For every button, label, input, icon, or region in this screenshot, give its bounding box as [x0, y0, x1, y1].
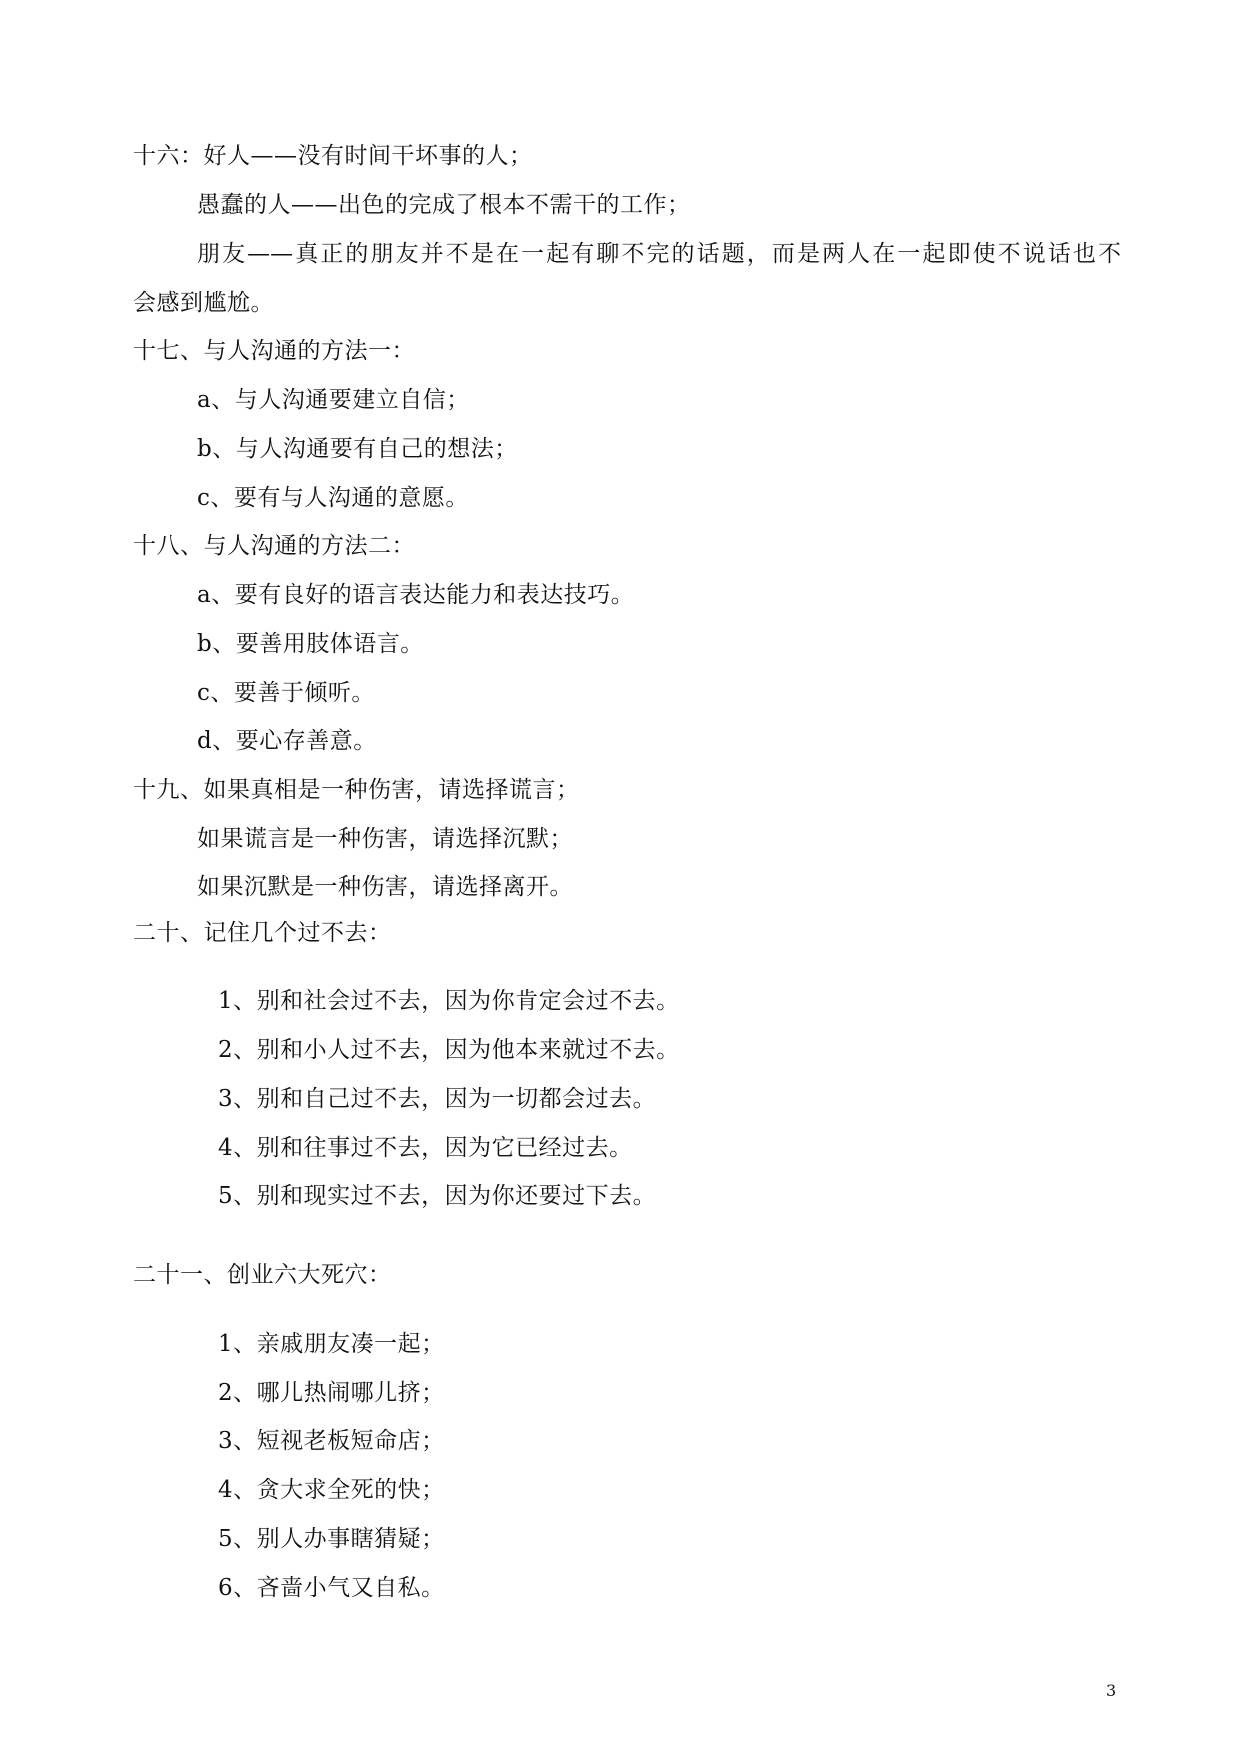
item-21-point-6: 6、吝啬小气又自私。 [218, 1575, 445, 1601]
item-21-point-3: 3、短视老板短命店； [218, 1428, 445, 1454]
item-20-heading: 二十、记住几个过不去： [133, 920, 392, 946]
definition-friend: 朋友——真正的朋友并不是在一起有聊不完的话题，而是两人在一起即使不说话也不 [197, 241, 1121, 267]
item-16-heading: 十六：好人——没有时间干坏事的人； [133, 143, 533, 169]
item-17-b: b、与人沟通要有自己的想法； [197, 436, 518, 462]
page-number: 3 [1106, 1681, 1117, 1700]
item-20-point-1: 1、别和社会过不去，因为你肯定会过不去。 [218, 988, 680, 1014]
definition-fool: 愚蠢的人——出色的完成了根本不需干的工作； [197, 192, 691, 218]
item-21-heading: 二十一、创业六大死穴： [133, 1262, 392, 1288]
item-18-c: c、要善于倾听。 [197, 680, 375, 706]
item-21-point-4: 4、贪大求全死的快； [218, 1477, 445, 1503]
item-17-a: a、与人沟通要建立自信； [197, 387, 470, 413]
item-17-heading: 十七、与人沟通的方法一： [133, 338, 415, 364]
item-19-line-3: 如果沉默是一种伤害，请选择离开。 [197, 874, 573, 900]
item-19-line-2: 如果谎言是一种伤害，请选择沉默； [197, 826, 573, 852]
item-18-d: d、要心存善意。 [197, 728, 377, 754]
item-21-point-2: 2、哪儿热闹哪儿挤； [218, 1380, 445, 1406]
item-20-point-4: 4、别和往事过不去，因为它已经过去。 [218, 1135, 633, 1161]
item-19-heading: 十九、如果真相是一种伤害，请选择谎言； [133, 777, 580, 803]
item-20-point-2: 2、别和小人过不去，因为他本来就过不去。 [218, 1037, 680, 1063]
definition-friend-continued: 会感到尴尬。 [133, 290, 274, 316]
item-20-point-3: 3、别和自己过不去，因为一切都会过去。 [218, 1086, 657, 1112]
item-20-point-5: 5、别和现实过不去，因为你还要过下去。 [218, 1183, 657, 1209]
item-17-c: c、要有与人沟通的意愿。 [197, 485, 469, 511]
item-18-b: b、要善用肢体语言。 [197, 631, 424, 657]
item-21-point-5: 5、别人办事瞎猜疑； [218, 1526, 445, 1552]
item-18-a: a、要有良好的语言表达能力和表达技巧。 [197, 582, 635, 608]
item-18-heading: 十八、与人沟通的方法二： [133, 533, 415, 559]
item-21-point-1: 1、亲戚朋友凑一起； [218, 1331, 445, 1357]
